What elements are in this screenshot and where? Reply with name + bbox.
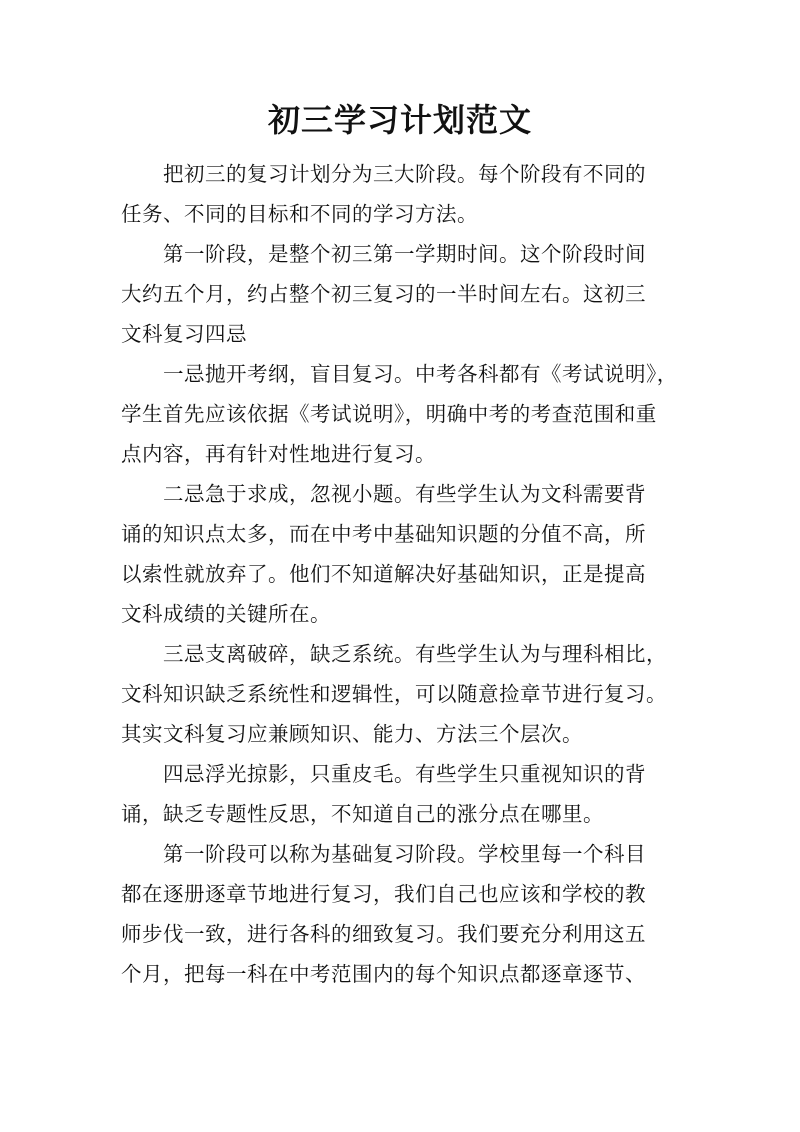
paragraph: [121, 834, 681, 994]
text-line: 三忌支离破碎，缺乏系统。有些学生认为与理科相比，: [163, 642, 667, 666]
text-line: 第一阶段，是整个初三第一学期时间。这个阶段时间: [163, 242, 646, 266]
document-title: 初三学习计划范文: [267, 101, 532, 139]
paragraph: [121, 754, 681, 834]
text-line: 文科复习四忌: [121, 322, 247, 346]
text-line: 文科知识缺乏系统性和逻辑性，可以随意捡章节进行复习。: [121, 682, 667, 706]
paragraph: [121, 354, 681, 474]
text-line: 诵的知识点太多，而在中考中基础知识题的分值不高，所: [121, 522, 646, 546]
text-line: 文科成绩的关键所在。: [121, 602, 331, 626]
text-line: 四忌浮光掠影，只重皮毛。有些学生只重视知识的背: [163, 762, 646, 786]
text-line: 第一阶段可以称为基础复习阶段。学校里每一个科目: [163, 842, 646, 866]
text-line: 大约五个月，约占整个初三复习的一半时间左右。这初三: [121, 282, 646, 306]
text-line: 二忌急于求成，忽视小题。有些学生认为文科需要背: [163, 482, 646, 506]
text-line: 点内容，再有针对性地进行复习。: [121, 442, 436, 466]
text-line: 把初三的复习计划分为三大阶段。每个阶段有不同的: [163, 162, 646, 186]
text-line: 个月，把每一科在中考范围内的每个知识点都逐章逐节、: [121, 962, 646, 986]
text-line: 一忌抛开考纲，盲目复习。中考各科都有《考试说明》，: [163, 362, 678, 386]
paragraph: [121, 234, 681, 354]
text-line: 以索性就放弃了。他们不知道解决好基础知识，正是提高: [121, 562, 646, 586]
text-line: 任务、不同的目标和不同的学习方法。: [121, 202, 478, 226]
text-line: 师步伐一致，进行各科的细致复习。我们要充分利用这五: [121, 922, 646, 946]
paragraph: [121, 154, 681, 234]
document-body: [121, 154, 681, 994]
text-line: 其实文科复习应兼顾知识、能力、方法三个层次。: [121, 722, 583, 746]
text-line: 都在逐册逐章节地进行复习，我们自己也应该和学校的教: [121, 882, 646, 906]
paragraph: [121, 634, 681, 754]
paragraph: [121, 474, 681, 634]
text-line: 诵，缺乏专题性反思，不知道自己的涨分点在哪里。: [121, 802, 604, 826]
text-line: 学生首先应该依据《考试说明》，明确中考的考查范围和重: [121, 402, 657, 426]
